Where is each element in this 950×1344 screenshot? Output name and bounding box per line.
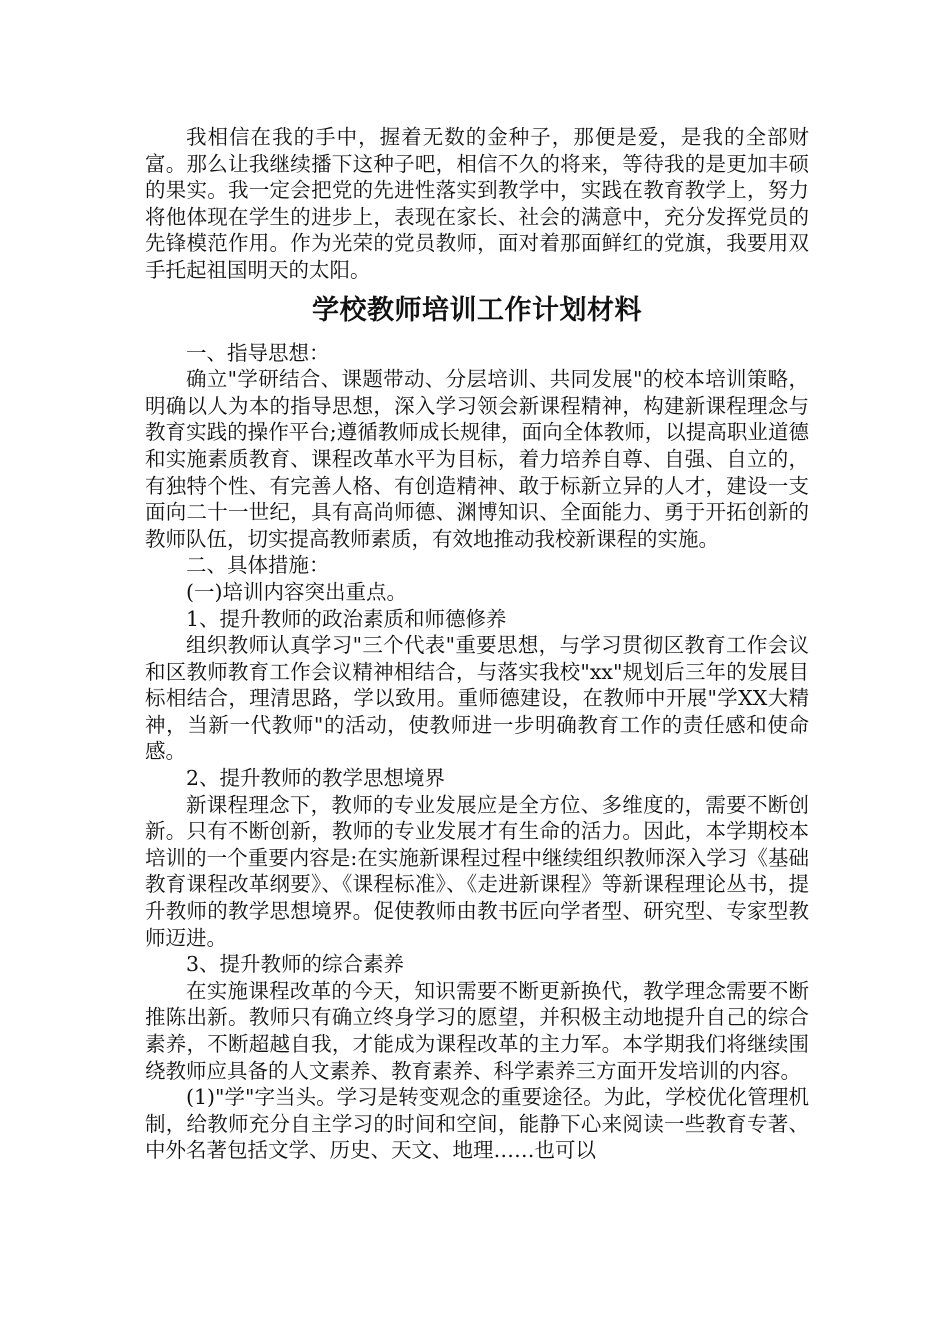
intro-paragraph: 我相信在我的手中，握着无数的金种子，那便是爱，是我的全部财富。那么让我继续播下这种子吧，相信不久的将来，等待我的是更加丰硕的果实。我一定会把党的先进性落实到教学中，实践在教育教学上，努力将他体现在学生的进步上，表现在家长、社会的满意中，充分发挥党员的先锋模范作用。作为光荣的党员教师，面对着那面鲜红的党旗，我要用双手托起祖国明天的太阳。 bbox=[145, 125, 809, 282]
item-paragraph-1: 组织教师认真学习"三个代表"重要思想，与学习贯彻区教育工作会议和区教师教育工作会议精神相结合，与落实我校"xx"规划后三年的发展目标相结合，理清思路，学以致用。重师德建设，在教师中开展"学XX大精神，当新一代教师"的活动，使教师进一步明确教育工作的责任感和使命感。 bbox=[145, 633, 809, 764]
document-title: 学校教师培训工作计划材料 bbox=[312, 294, 642, 326]
item-heading-3: 3、提升教师的综合素养 bbox=[186, 952, 405, 977]
item-paragraph-3-sub1: (1)"学"字当头。学习是转变观念的重要途径。为此，学校优化管理机制，给教师充分自主学习的时间和空间，能静下心来阅读一些教育专著、中外名著包括文学、历史、天文、地理……也可以 bbox=[145, 1085, 809, 1163]
item-paragraph-2: 新课程理念下，教师的专业发展应是全方位、多维度的，需要不断创新。只有不断创新，教师的专业发展才有生命的活力。因此，本学期校本培训的一个重要内容是:在实施新课程过程中继续组织教师深入学习《基础教育课程改革纲要》、《课程标准》、《走进新课程》等新课程理论丛书，提升教师的教学思想境界。促使教师由教书匠向学者型、研究型、专家型教师迈进。 bbox=[145, 792, 809, 950]
sub-heading-training-content: (一)培训内容突出重点。 bbox=[186, 579, 407, 604]
section-heading-measures: 二、具体措施： bbox=[186, 553, 330, 578]
item-paragraph-3: 在实施课程改革的今天，知识需要不断更新换代，教学理念需要不断推陈出新。教师只有确立终身学习的愿望，并积极主动地提升自己的综合素养，不断超越自我，才能成为课程改革的主力军。本学期我们将继续围绕教师应具备的人文素养、教育素养、科学素养三方面开发培训的内容。 bbox=[145, 978, 809, 1083]
section-heading-guiding: 一、指导思想： bbox=[186, 340, 330, 365]
item-heading-1: 1、提升教师的政治素质和师德修养 bbox=[186, 606, 507, 631]
document-page bbox=[145, 124, 809, 1164]
item-heading-2: 2、提升教师的教学思想境界 bbox=[186, 766, 446, 791]
guiding-paragraph: 确立"学研结合、课题带动、分层培训、共同发展"的校本培训策略，明确以人为本的指导思想，深入学习领会新课程精神，构建新课程理念与教育实践的操作平台;遵循教师成长规律，面向全体教师，以提高职业道德和实施素质教育、课程改革水平为目标，着力培养自尊、自强、自立的，有独特个性、有完善人格、有创造精神、敢于标新立异的人才，建设一支面向二十一世纪，具有高尚师德、渊博知识、全面能力、勇于开拓创新的教师队伍，切实提高教师素质，有效地推动我校新课程的实施。 bbox=[145, 367, 809, 551]
